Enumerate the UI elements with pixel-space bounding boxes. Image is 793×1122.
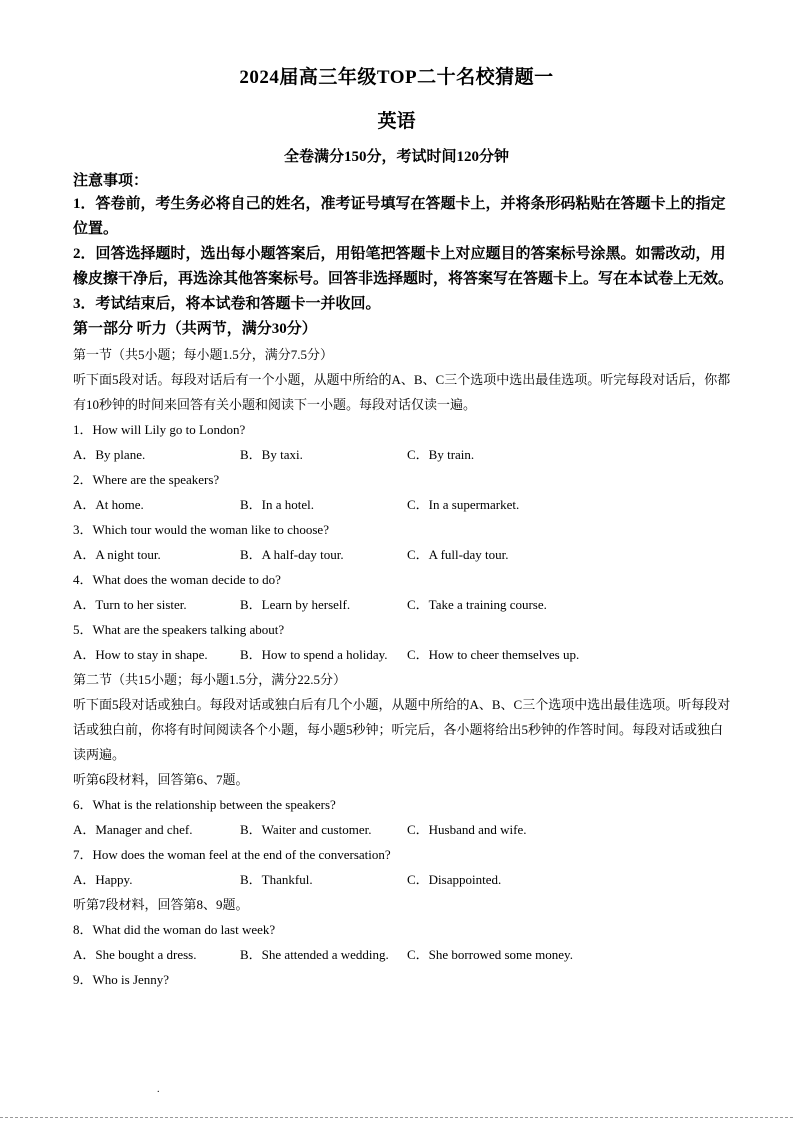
exam-content [73, 170, 733, 992]
question-options [73, 592, 733, 617]
score-time-line: 全卷满分150分，考试时间120分钟 [283, 149, 509, 165]
question-stem: 6．What is the relationship between the speakers? [73, 797, 336, 812]
option-b: B．Waiter and customer. [240, 822, 372, 837]
question-stem: 4．What does the woman decide to do? [73, 572, 281, 587]
option-b: B．By taxi. [240, 447, 303, 462]
question-stem: 3．Which tour would the woman like to choose? [73, 522, 329, 537]
question-stem: 7．How does the woman feel at the end of the conversation? [73, 847, 391, 862]
material-7-note: 听第7段材料，回答第8、9题。 [73, 897, 249, 912]
note-item: 2．回答选择题时，选出每小题答案后，用铅笔把答题卡上对应题目的答案标号涂黑。如需改动，用橡皮擦干净后，再选涂其他答案标号。回答非选择题时，将答案写在答题卡上。写在本试卷上无效。 [73, 246, 734, 287]
section1-title: 第一节（共5小题；每小题1.5分，满分7.5分） [73, 347, 334, 362]
option-a: A．A night tour. [73, 547, 161, 562]
question-options [73, 942, 733, 967]
option-b: B．A half-day tour. [240, 547, 344, 562]
option-c: C．Husband and wife. [407, 822, 527, 837]
section1-instructions: 听下面5段对话。每段对话后有一个小题，从题中所给的A、B、C三个选项中选出最佳选项。听完每段对话后，你都有10秒钟的时间来回答有关小题和阅读下一小题。每段对话仅读一遍。 [73, 372, 731, 412]
note-item: 1．答卷前，考生务必将自己的姓名，准考证号填写在答题卡上，并将条形码粘贴在答题卡上的指定位置。 [73, 196, 726, 237]
option-c: C．A full-day tour. [407, 547, 509, 562]
subject-title: 英语 [377, 111, 416, 132]
option-c: C．Take a training course. [407, 597, 547, 612]
option-b: B．Learn by herself. [240, 597, 351, 612]
option-b: B．She attended a wedding. [240, 947, 389, 962]
option-c: C．She borrowed some money. [407, 947, 573, 962]
option-a: A．She bought a dress. [73, 947, 197, 962]
option-a: A．Manager and chef. [73, 822, 193, 837]
question-options [73, 817, 733, 842]
question-options [73, 542, 733, 567]
question-stem: 9．Who is Jenny? [73, 972, 170, 987]
option-b: B．How to spend a holiday. [240, 647, 388, 662]
option-a: A．Happy. [73, 872, 133, 887]
question-stem: 1．How will Lily go to London? [73, 422, 246, 437]
option-a: A．Turn to her sister. [73, 597, 187, 612]
option-c: C．By train. [407, 447, 475, 462]
material-6-note: 听第6段材料，回答第6、7题。 [73, 772, 249, 787]
notes-title: 注意事项： [73, 173, 149, 189]
question-stem: 5．What are the speakers talking about? [73, 622, 285, 637]
option-b: B．In a hotel. [240, 497, 315, 512]
section2-title: 第二节（共15小题；每小题1.5分，满分22.5分） [73, 672, 347, 687]
note-item: 3．考试结束后，将本试卷和答题卡一并收回。 [73, 296, 381, 312]
option-c: C．How to cheer themselves up. [407, 647, 580, 662]
question-stem: 2．Where are the speakers? [73, 472, 220, 487]
question-options [73, 867, 733, 892]
question-stem: 8．What did the woman do last week? [73, 922, 276, 937]
exam-title: 2024届高三年级TOP二十名校猜题一 [239, 67, 554, 88]
option-c: C．Disappointed. [407, 872, 502, 887]
option-a: A．How to stay in shape. [73, 647, 208, 662]
question-options [73, 642, 733, 667]
option-a: A．At home. [73, 497, 144, 512]
option-c: C．In a supermarket. [407, 497, 520, 512]
option-a: A．By plane. [73, 447, 146, 462]
part1-title: 第一部分 听力（共两节，满分30分） [73, 321, 317, 337]
question-options [73, 492, 733, 517]
question-options [73, 442, 733, 467]
page-bottom-divider [0, 1117, 793, 1118]
option-b: B．Thankful. [240, 872, 313, 887]
footer-dot: . [157, 1084, 160, 1095]
section2-instructions: 听下面5段对话或独白。每段对话或独白后有几个小题，从题中所给的A、B、C三个选项中选出最佳选项。听每段对话或独白前，你将有时间阅读各个小题，每小题5秒钟；听完后，各小题将给出5秒钟的作答时间。每段对话或独白读两遍。 [73, 697, 731, 762]
